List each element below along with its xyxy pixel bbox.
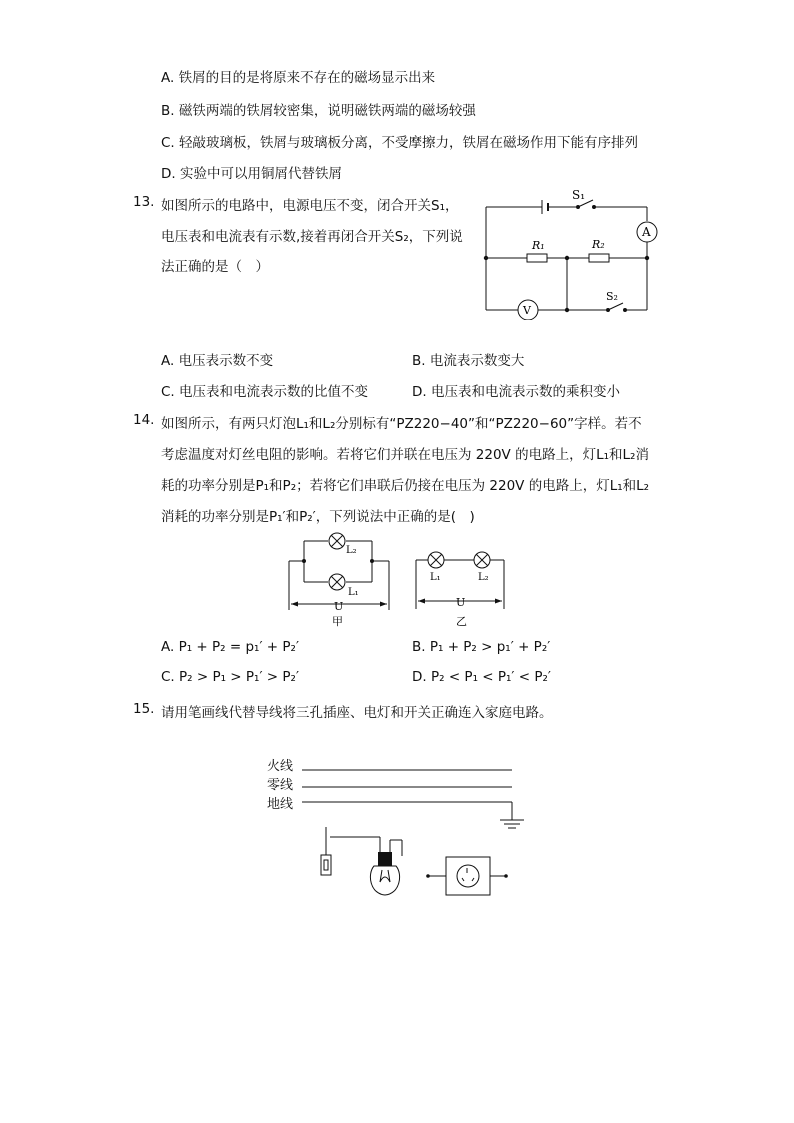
q13-option-c: C. 电压表和电流表示数的比值不变 [161, 384, 369, 400]
lamp-holder-icon [378, 852, 392, 866]
label-ground-wire: 地线 [267, 797, 294, 812]
jia-label-l1: L₁ [348, 587, 359, 598]
q15-number: 15. [133, 701, 155, 717]
q14-number: 14. [133, 412, 155, 428]
resistor-r2-icon [589, 254, 609, 262]
label-live-wire: 火线 [267, 759, 294, 774]
q14-option-c: C. P₂ > P₁ > P₁′ > P₂′ [161, 669, 300, 685]
q14-figure-jia [284, 528, 396, 630]
jia-caption: 甲 [332, 615, 343, 628]
q12-option-c: C. 轻敲玻璃板，铁屑与玻璃板分离，不受摩擦力，铁屑在磁场作用下能有序排列 [161, 135, 639, 151]
q13-option-b: B. 电流表示数变大 [412, 353, 525, 369]
jia-label-l2: L₂ [346, 545, 357, 556]
q12-option-b: B. 磁铁两端的铁屑较密集，说明磁铁两端的磁场较强 [161, 103, 476, 119]
resistor-r1-icon [527, 254, 547, 262]
three-pin-socket-icon [428, 857, 506, 895]
q15-household-circuit [262, 752, 532, 904]
q13-option-a: A. 电压表示数不变 [161, 353, 274, 369]
yi-label-u: U [456, 596, 466, 609]
yi-label-l2: L₂ [478, 572, 489, 583]
q14-stem-line1: 如图所示，有两只灯泡L₁和L₂分别标有“PZ220−40”和“PZ220−60”字样。若不 [161, 416, 642, 432]
label-r2: R₂ [592, 238, 605, 251]
yi-label-l1: L₁ [430, 572, 441, 583]
q14-stem-line4: 消耗的功率分别是P₁′和P₂′，下列说法中正确的是( ) [161, 509, 475, 525]
label-s1: S₁ [572, 188, 586, 202]
q14-option-a: A. P₁ + P₂ = p₁′ + P₂′ [161, 639, 300, 655]
q13-number: 13. [133, 194, 155, 210]
q12-option-d: D. 实验中可以用铜屑代替铁屑 [161, 166, 342, 182]
yi-caption: 乙 [456, 615, 467, 628]
q13-stem-line1: 如图所示的电路中，电源电压不变，闭合开关S₁， [161, 198, 459, 214]
q14-option-b: B. P₁ + P₂ > p₁′ + P₂′ [412, 639, 551, 655]
q13-stem-line2: 电压表和电流表有示数,接着再闭合开关S₂，下列说 [161, 229, 463, 245]
q13-stem-line3: 法正确的是（ ） [161, 259, 269, 275]
q13-circuit-diagram [480, 185, 670, 320]
q12-option-a: A. 铁屑的目的是将原来不存在的磁场显示出来 [161, 70, 436, 86]
ground-symbol-icon [500, 802, 524, 828]
label-r1: R₁ [532, 239, 545, 252]
q14-option-d: D. P₂ < P₁ < P₁′ < P₂′ [412, 669, 552, 685]
q14-figure-yi [410, 545, 510, 630]
q14-stem-line3: 耗的功率分别是P₁和P₂；若将它们串联后仍接在电压为 220V 的电路上，灯L₁和L₂ [161, 478, 650, 494]
switch-icon [321, 827, 331, 875]
q15-stem: 请用笔画线代替导线将三孔插座、电灯和开关正确连入家庭电路。 [161, 705, 553, 721]
label-s2: S₂ [606, 290, 618, 303]
q14-stem-line2: 考虑温度对灯丝电阻的影响。若将它们并联在电压为 220V 的电路上，灯L₁和L₂消 [161, 447, 649, 463]
light-bulb-icon [370, 866, 399, 895]
jia-label-u: U [334, 600, 344, 613]
q13-option-d: D. 电压表和电流表示数的乘积变小 [412, 384, 620, 400]
label-voltmeter: V [523, 304, 531, 317]
label-neutral-wire: 零线 [267, 778, 294, 793]
label-ammeter: A [642, 225, 651, 239]
